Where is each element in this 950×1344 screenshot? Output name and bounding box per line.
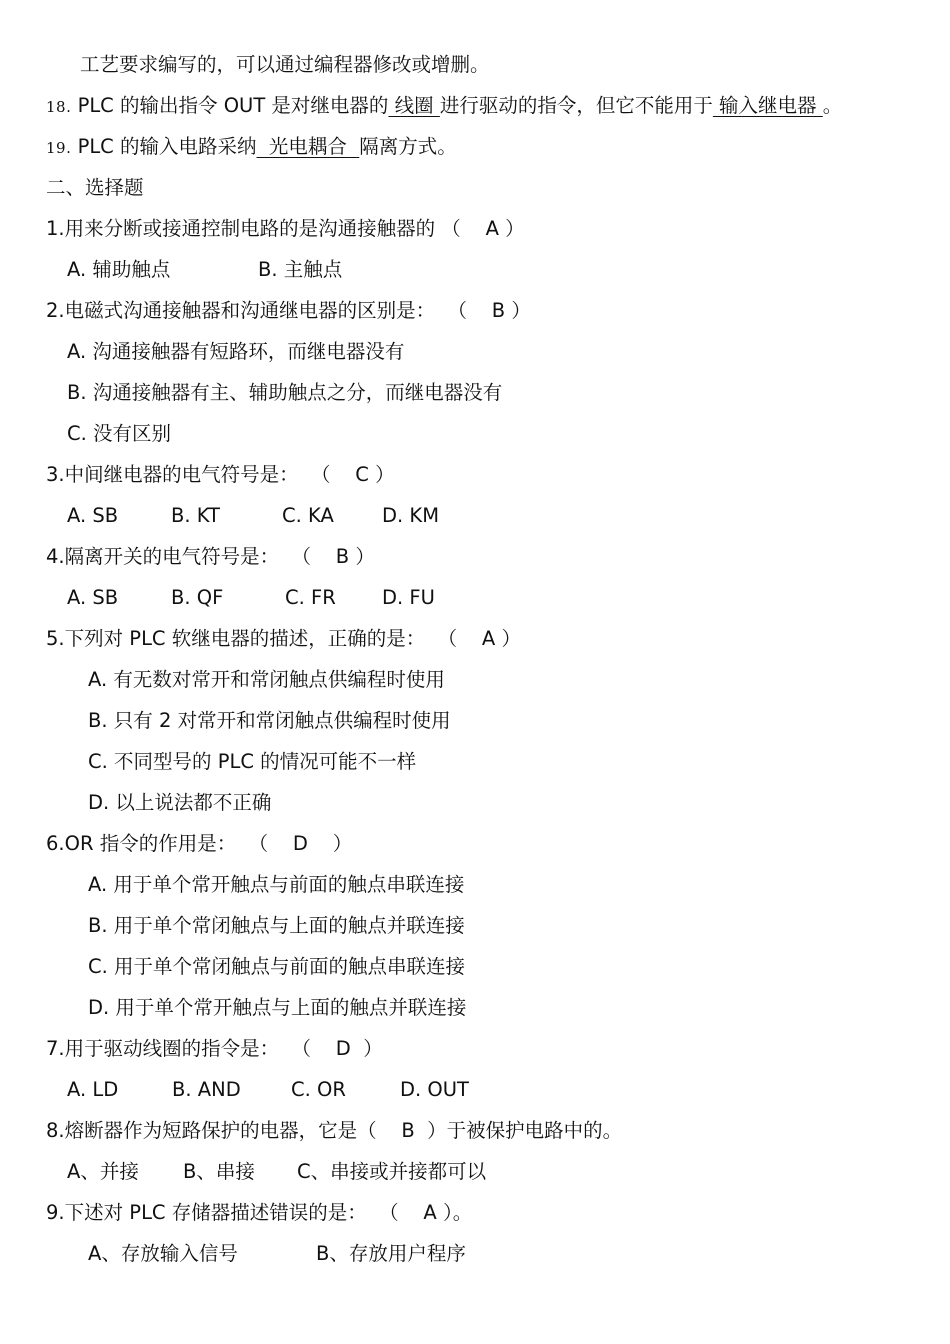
- question-stem: 3.中间继电器的电气符号是： （ C ）: [46, 463, 395, 486]
- option: C. OR: [291, 1078, 346, 1101]
- option: B. AND: [172, 1078, 241, 1101]
- fill-question-19: [46, 135, 457, 160]
- option: D. 用于单个常开触点与上面的触点并联连接: [88, 996, 467, 1019]
- options-row: [67, 586, 435, 610]
- option: B. 只有 2 对常开和常闭触点供编程时使用: [88, 709, 451, 732]
- option: A. LD: [67, 1078, 119, 1101]
- options-row: [67, 258, 342, 282]
- option: A. 辅助触点: [67, 258, 171, 281]
- option: B. 沟通接触器有主、辅助触点之分，而继电器没有: [67, 381, 503, 404]
- section-title: 二、选择题: [46, 176, 144, 199]
- option: D. OUT: [400, 1078, 469, 1101]
- answer-blank: 光电耦合: [256, 135, 360, 158]
- option: A、存放输入信号: [88, 1242, 238, 1265]
- question-text: 。: [822, 94, 843, 117]
- option: A. 有无数对常开和常闭触点供编程时使用: [88, 668, 445, 691]
- options-row: [88, 1242, 466, 1266]
- option: B. QF: [171, 586, 224, 609]
- option: C. KA: [282, 504, 334, 527]
- answer-blank: 输入继电器: [712, 94, 823, 117]
- question-text: 隔离方式。: [359, 135, 457, 158]
- option: B. 主触点: [258, 258, 343, 281]
- option: C. FR: [285, 586, 336, 609]
- option: A. 用于单个常开触点与前面的触点串联连接: [88, 873, 465, 896]
- question-stem: 4.隔离开关的电气符号是： （ B ）: [46, 545, 375, 568]
- option: B. KT: [171, 504, 220, 527]
- option: D. FU: [382, 586, 435, 609]
- question-text: PLC 的输出指令 OUT 是对继电器的: [77, 94, 389, 117]
- option: B. 用于单个常闭触点与上面的触点并联连接: [88, 914, 465, 937]
- question-stem: 6.OR 指令的作用是： （ D ）: [46, 832, 353, 855]
- option: A. SB: [67, 586, 119, 609]
- question-stem: 2.电磁式沟通接触器和沟通继电器的区别是： （ B ）: [46, 299, 531, 322]
- option: A. SB: [67, 504, 119, 527]
- question-stem: 8.熔断器作为短路保护的电器，它是（ B ）于被保护电路中的。: [46, 1119, 623, 1142]
- question-number: 19.: [46, 139, 72, 157]
- options-row: [67, 1078, 469, 1102]
- question-number: 18.: [46, 98, 72, 116]
- options-row: [67, 1160, 486, 1184]
- question-stem: 9.下述对 PLC 存储器描述错误的是： （ A ）。: [46, 1201, 473, 1224]
- question-stem: 1.用来分断或接通控制电路的是沟通接触器的 （ A ）: [46, 217, 525, 240]
- option: B、串接: [183, 1160, 255, 1183]
- option: D. KM: [382, 504, 440, 527]
- option: C. 不同型号的 PLC 的情况可能不一样: [88, 750, 417, 773]
- options-row: [67, 504, 439, 528]
- option: B、存放用户程序: [316, 1242, 466, 1265]
- option: A、并接: [67, 1160, 139, 1183]
- answer-blank: 线圈: [388, 94, 440, 117]
- question-stem: 7.用于驱动线圈的指令是： （ D ）: [46, 1037, 383, 1060]
- q17-continuation: 工艺要求编写的，可以通过编程器修改或增删。: [80, 53, 490, 76]
- question-stem: 5.下列对 PLC 软继电器的描述，正确的是： （ A ）: [46, 627, 521, 650]
- option: C. 没有区别: [67, 422, 172, 445]
- option: D. 以上说法都不正确: [88, 791, 272, 814]
- option: C. 用于单个常闭触点与前面的触点串联连接: [88, 955, 466, 978]
- question-text: PLC 的输入电路采纳: [77, 135, 257, 158]
- fill-question-18: [46, 94, 842, 119]
- question-text: 进行驱动的指令，但它不能用于: [439, 94, 713, 117]
- option: C、串接或并接都可以: [297, 1160, 487, 1183]
- option: A. 沟通接触器有短路环，而继电器没有: [67, 340, 405, 363]
